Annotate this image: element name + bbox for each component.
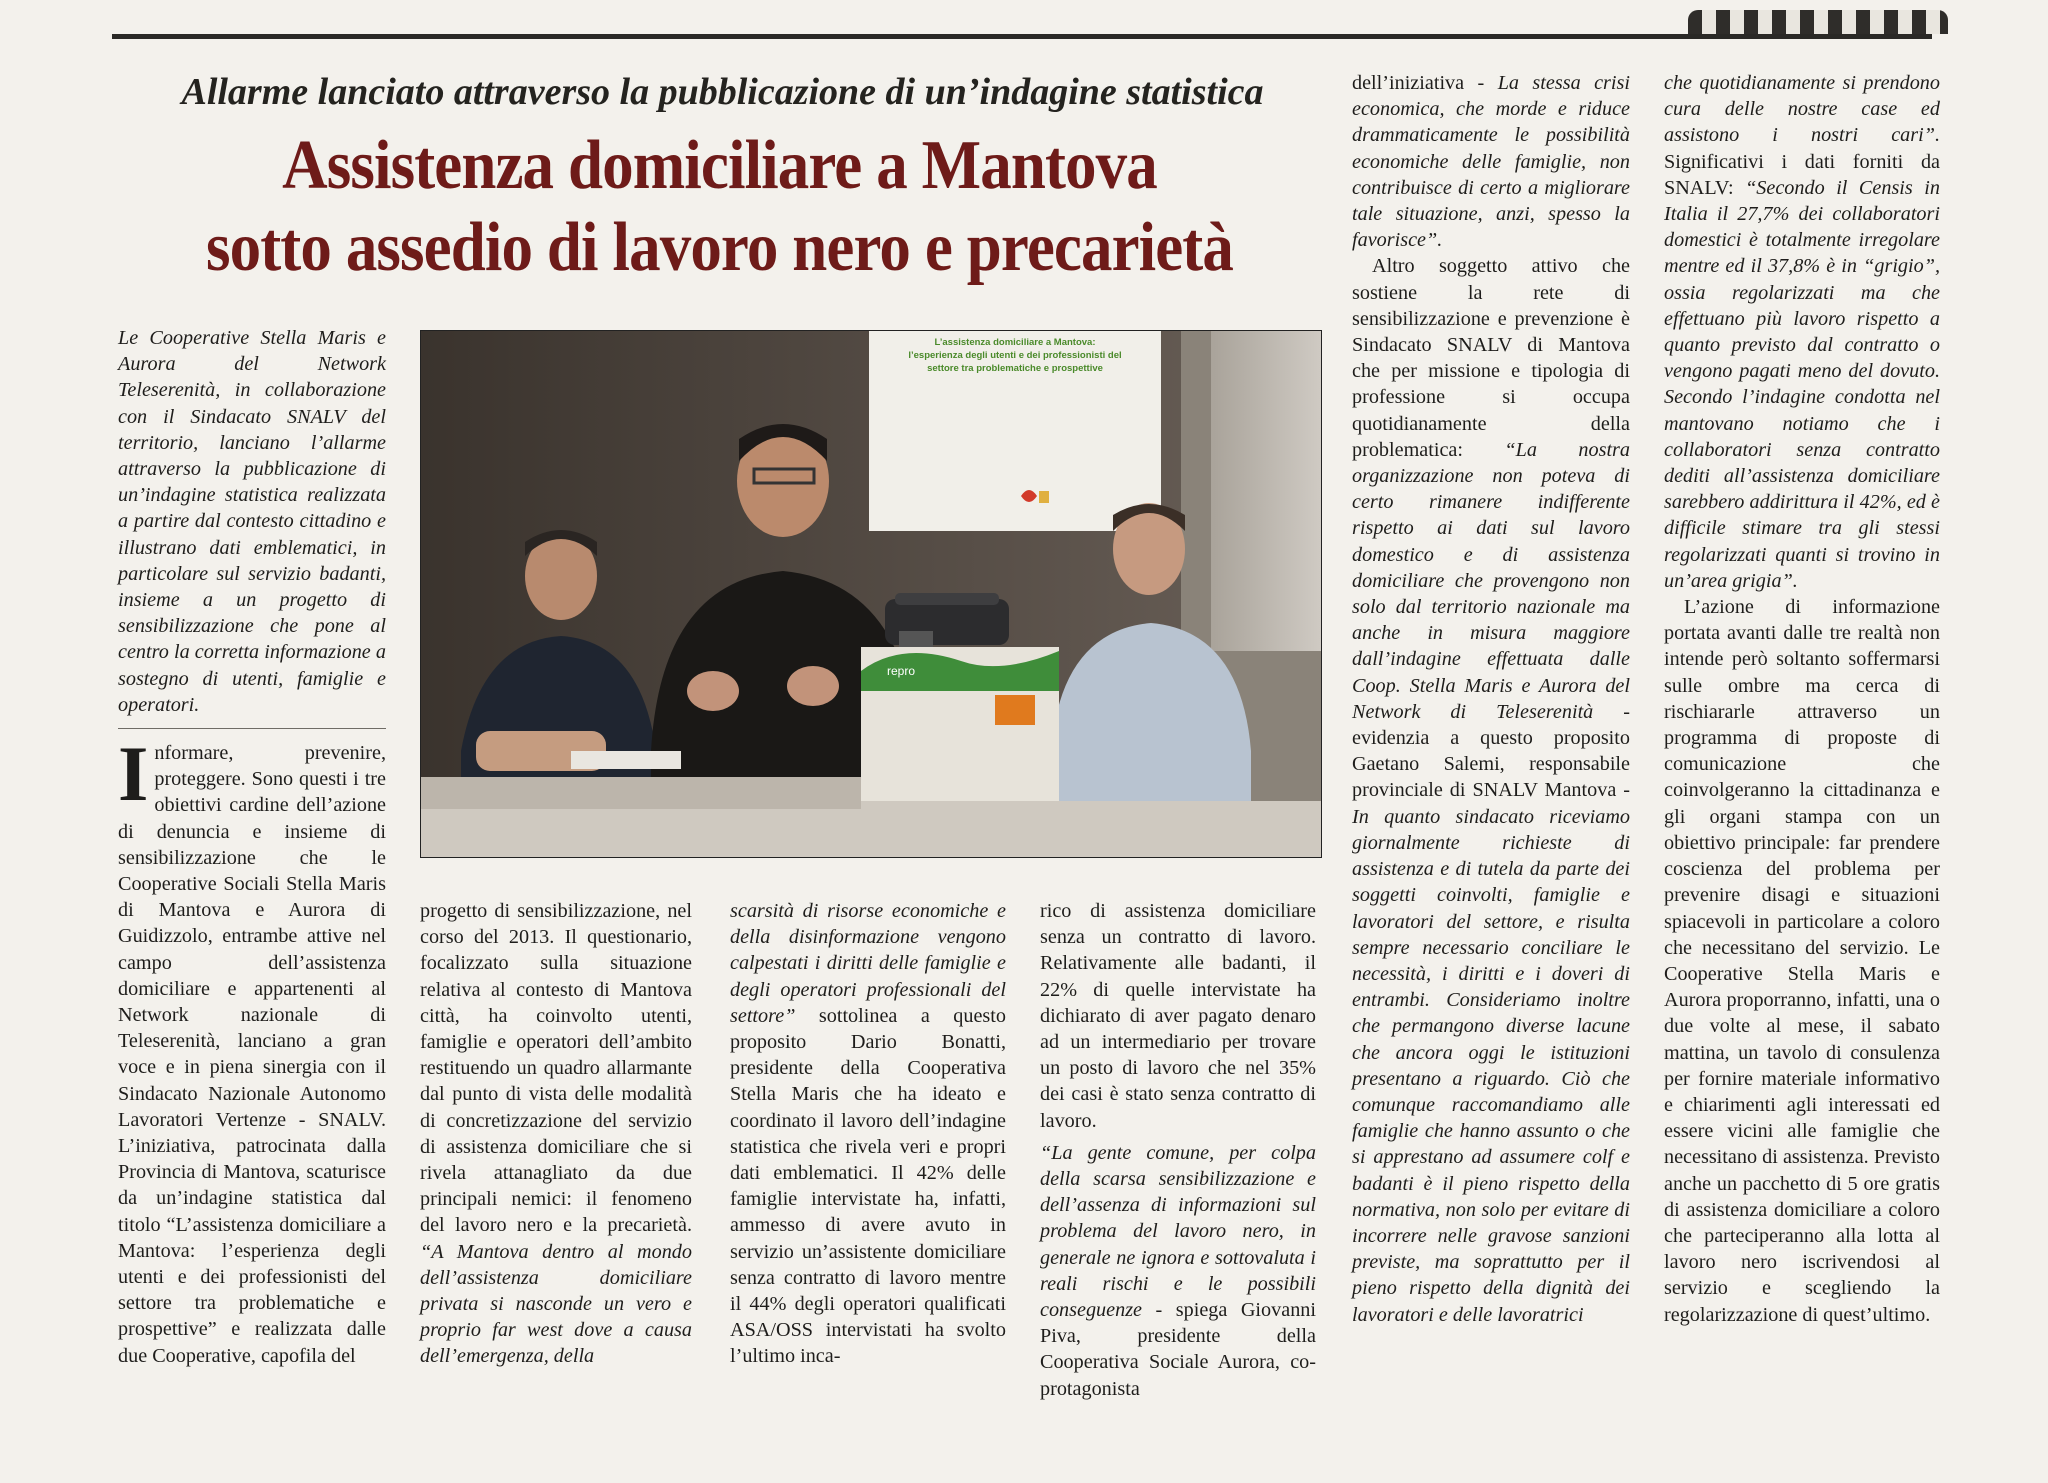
- masthead-decoration: [1688, 10, 1948, 34]
- col4-tail: - spiega Giovanni Piva, presidente della Cooperativa Sociale Aurora, co-protagonista: [1040, 1299, 1316, 1400]
- col6-text-1: Significativi i dati forniti da SNALV:: [1664, 150, 1940, 199]
- col6-text-2: L’azione di informazione portata avanti dalle tre realtà non intende però soltanto soffermarsi sulle ombre ma cerca di rischiararle attraverso un programma di proposte di comunicazione che coinvolgeranno la cittadinanza e gli organi stampa con un obiettivo principale: far prendere coscienza del problema per prevenire disagi e situazioni spiacevoli in particolare a coloro che necessitano del servizio. Le Cooperative Stella Maris e Aurora proporranno, infatti, una o due volte al mese, il sabato mattina, un tavolo di consulenza per fornire materiale informativo e chiarimenti agli interessati ed essere vicini alle famiglie che necessitano di assistenza. Previsto anche un pacchetto di 5 ore gratis di assistenza domiciliare a coloro che parteciperanno alla lotta al lavoro nero iscrivendosi al servizio e scegliendo la regolarizzazione di quest’ultimo.: [1664, 596, 1940, 1326]
- top-rule: [112, 34, 1932, 39]
- col2-text: progetto di sensibilizzazione, nel corso del 2013. Il questionario, focalizzato sulla situazione relativa al contesto di Mantova città, ha coinvolto utenti, famiglie e operatori dell’ambito restituendo un quadro allarmante dal punto di vista delle modalità di concretizzazione del servizio di assistenza domiciliare che si rivela attanagliato da due principali nemici: il fenomeno del lavoro nero e la precarietà.: [420, 900, 692, 1237]
- headline-line-1: Assistenza domiciliare a Mantova: [282, 127, 1157, 204]
- conference-table: [421, 801, 1321, 857]
- article-kicker: Allarme lanciato attraverso la pubblicazione di un’indagine statistica: [181, 71, 1264, 113]
- lead-separator: [118, 728, 386, 729]
- drop-cap: I: [118, 730, 149, 817]
- column-6: [1664, 70, 1940, 1328]
- slide-subtitle-2: settore tra problematiche e prospettive: [927, 363, 1103, 374]
- slide-title: L’assistenza domiciliare a Mantova:: [934, 337, 1096, 348]
- projection-screen: [869, 331, 1161, 531]
- col5-body: Altro soggetto attivo che sostiene la rete di sensibilizzazione e prevenzione è Sindacato SNALV di Mantova che per missione e tipologia di professione si occupa quotidianamente della problematica:: [1352, 255, 1630, 461]
- column-1: [118, 730, 386, 1369]
- col5-quote-1: “La nostra organizzazione non poteva di certo rimanere indifferente rispetto ai dati sul lavoro domestico e di assistenza domiciliare che provengono non solo dal territorio nazionale ma anche in misura maggiore dall’indagine effettuata dalle Coop. Stella Maris e Aurora del Network di Teleserenità: [1352, 438, 1631, 723]
- projector: [885, 593, 1009, 647]
- col2-quote: “A Mantova dentro al mondo dell’assistenza domiciliare privata si nasconde un vero e proprio far west dove a causa dell’emergenza, della: [420, 1240, 692, 1368]
- photo-illustration: [421, 331, 1321, 857]
- col5-top-quote: La stessa crisi economica, che morde e riduce drammaticamente le possibilità economiche delle famiglie, non contribuisce di certo a migliorare tale situazione, anzi, spesso la favorisce”.: [1352, 72, 1630, 252]
- conference-photo: [420, 330, 1322, 858]
- slide-subtitle-1: l’esperienza degli utenti e dei professionisti del: [908, 350, 1122, 361]
- column-5: [1352, 70, 1630, 1328]
- column-3: [730, 898, 1006, 1370]
- article-headline: [173, 125, 1267, 289]
- green-box: [861, 647, 1059, 807]
- col5-mid: - evidenzia a questo proposito Gaetano Salemi, responsabile provinciale di SNALV Mantova -: [1352, 700, 1630, 802]
- col6-quote-1: che quotidianamente si prendono cura delle nostre case ed assistono i nostri cari”.: [1664, 72, 1940, 147]
- headline-line-2: sotto assedio di lavoro nero e precarietà: [206, 209, 1233, 286]
- col1-text: nformare, prevenire, proteggere. Sono questi i tre obiettivi cardine dell’azione di denuncia e insieme di sensibilizzazione che le Cooperative Sociali Stella Maris di Mantova e Aurora di Guidizzolo, entrambe attive nel campo dell’assistenza domiciliare e appartenenti al Network nazionale di Teleserenità, lanciano a gran voce e in piena sinergia con il Sindacato Nazionale Autonomo Lavoratori Vertenze - SNALV. L’iniziativa, patrocinata dalla Provincia di Mantova, scaturisce da un’indagine statistica dal titolo “L’assistenza domiciliare a Mantova: l’esperienza degli utenti e dei professionisti del settore tra problematiche e prospettive” e realizzata dalle due Cooperative, capofila del: [118, 742, 386, 1367]
- column-4: [1040, 898, 1316, 1402]
- col6-quote-2: “Secondo il Censis in Italia il 27,7% dei collaboratori domestici è totalmente irregolare mentre ed il 37,8% è in “grigio”, ossia regolarizzati ma che effettuano più lavoro rispetto a quanto previsto dal contratto o vengono pagati meno del dovuto. Secondo l’indagine condotta nel mantovano notiamo che i collaboratori senza contratto dediti all’assistenza domiciliare sarebbero addirittura il 42%, ed è difficile stimare tra gli stessi regolarizzati quanti si trovino in un’area grigia”.: [1664, 176, 1940, 592]
- col5-quote-2: In quanto sindacato riceviamo giornalmente richieste di assistenza e di tutela da parte dei soggetti coinvolti, famiglie e lavoratori del settore, e risulta sempre necessario conciliare le necessità, i diritti e i doveri di entrambi. Consideriamo inoltre che permangono diverse lacune che ancora oggi le istituzioni presentano a riguardo. Ciò che comunque raccomandiamo alle famiglie che hanno assunto o che si apprestano ad assumere colf e badanti è il pieno rispetto della normativa, non solo per evitare di incorrere nelle gravose sanzioni previste, ma soprattutto per il pieno rispetto della dignità dei lavoratori e delle lavoratrici: [1352, 805, 1630, 1326]
- col3-text: sottolinea a questo proposito Dario Bonatti, presidente della Cooperativa Stella Maris che ha ideato e coordinato il lavoro dell’indagine statistica che rivela veri e propri dati emblematici. Il 42% delle famiglie intervistate ha, infatti, ammesso di avere avuto in servizio un’assistente domiciliare senza contratto di lavoro mentre il 44% degli operatori qualificati ASA/OSS intervistati ha svolto l’ultimo inca-: [730, 1004, 1006, 1368]
- column-2: [420, 898, 692, 1370]
- col4-text: rico di assistenza domiciliare senza un contratto di lavoro. Relativamente alle badanti, il 22% di quelle intervistate ha dichiarato di aver pagato denaro ad un intermediario per trovare un posto di lavoro che nel 35% dei casi è stato senza contratto di lavoro.: [1040, 900, 1316, 1132]
- article-lead: Le Cooperative Stella Maris e Aurora del Network Teleserenità, in collaborazione con il Sindacato SNALV del territorio, lanciano l’allarme attraverso la pubblicazione di un’indagine statistica realizzata a partire dal contesto cittadino e illustrano dati emblematici, in particolare sul servizio badanti, insieme a un progetto di sensibilizzazione che pone al centro la corretta informazione a sostegno di utenti, famiglie e operatori.: [118, 327, 386, 716]
- col3-quote: scarsità di risorse economiche e della disinformazione vengono calpestati i diritti delle famiglie e degli operatori professionali del settore”: [730, 900, 1006, 1027]
- col4-quote: “La gente comune, per colpa della scarsa sensibilizzazione e dell’assenza di informazioni sul problema del lavoro nero, in generale ne ignora e sottovaluta i reali rischi e le possibili conseguenze: [1040, 1141, 1316, 1322]
- col5-top-text: dell’iniziativa -: [1352, 72, 1498, 94]
- box-label: repro: [887, 664, 916, 678]
